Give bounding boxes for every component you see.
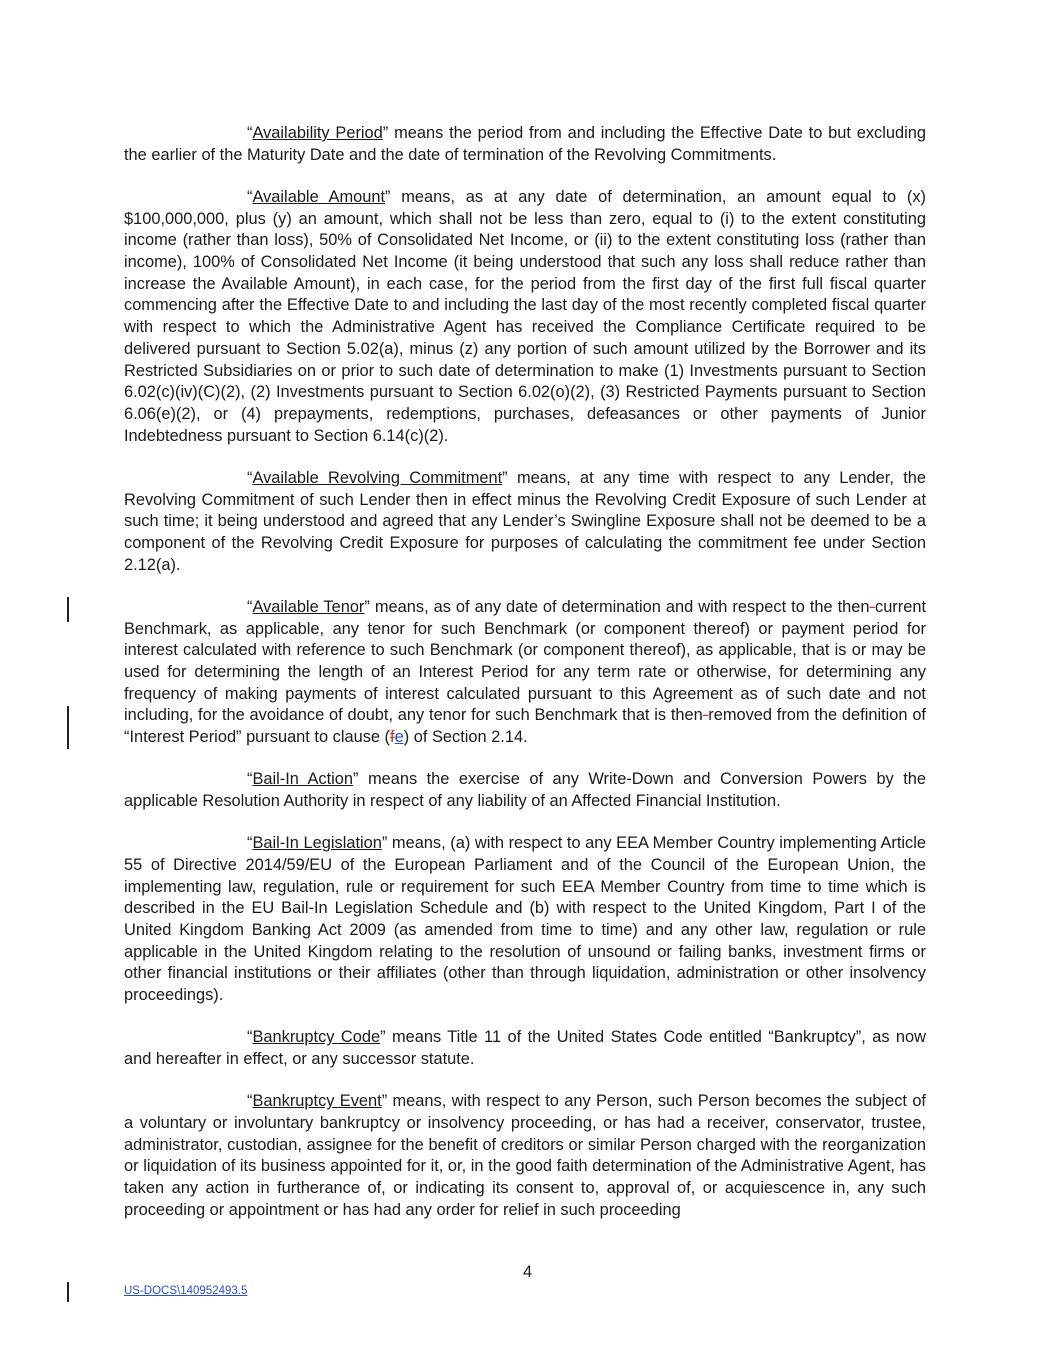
tracked-deletion: - <box>702 706 709 725</box>
tracked-insertion: e <box>394 728 404 747</box>
tracked-deletion: - <box>869 597 875 616</box>
tracked-deletion: f <box>390 728 395 747</box>
definition-paragraph: “Bankruptcy Code” means Title 11 of the United States Code entitled “Bankruptcy”, as now and hereafter in effect, or any successor statute. <box>124 1028 926 1069</box>
definition-paragraph: “Bail-In Action” means the exercise of any Write-Down and Conversion Powers by the applicable Resolution Authority in respect of any liability of an Affected Financial Institution. <box>124 770 926 810</box>
definition-paragraph: “Available Amount” means, as at any date of determination, an amount equal to (x) $100,000,000, plus (y) an amount, which shall not be less than zero, equal to (i) to the extent constituting income (rather than loss), 50% of Consolidated Net Income, or (ii) to the extent constituting loss (rather than income), 100% of Consolidated Net Income (it being understood that such any loss shall reduce rather than increase the Available Amount), in each case, for the period from the first day of the first full fiscal quarter commencing after the Effective Date to and including the last day of the most recently completed fiscal quarter with respect to which the Administrative Agent has received the Compliance Certificate required to be delivered pursuant to Section 5.02(a), minus (z) any portion of such amount utilized by the Borrower and its Restricted Subsidiaries on or prior to such date of determination to make (1) Investments pursuant to Section 6.02(c)(iv)(C)(2), (2) Investments pursuant to Section 6.02(o)(2), (3) Restricted Payments pursuant to Section 6.06(e)(2), or (4) prepayments, redemptions, purchases, defeasances or other payments of Junior Indebtedness pursuant to Section 6.14(c)(2). <box>124 187 926 445</box>
definition-text: means the period from and including the Effective Date to but excluding the earlier of the Maturity Date and the date of termination of the Revolving Commitments. <box>124 124 926 164</box>
definition-text: removed from the definition of “Interest Period” pursuant to clause ( <box>124 706 926 747</box>
defined-term: Available Revolving Commitment <box>252 468 503 487</box>
definition-text: current Benchmark, as applicable, any tenor for such Benchmark (or component thereof) or payment period for interest calculated with reference to such Benchmark (or component thereof), as applicable, that is or may be used for determining the length of an Interest Period for any term rate or otherwise, for determining any frequency of making payments of interest calculated pursuant to this Agreement as of such date and not including, for the avoidance of doubt, any tenor for such Benchmark that is then <box>124 597 927 725</box>
defined-term: Bail-In Legislation <box>252 834 382 853</box>
change-bar <box>67 597 69 622</box>
definition-text: means, as of any date of determination and with respect to the then <box>369 597 870 616</box>
definition-text: means Title 11 of the United States Code entitled “Bankruptcy”, as now and hereafter in effect, or any successor statute. <box>124 1028 926 1069</box>
defined-term: Available Tenor <box>252 597 365 616</box>
definitions-section <box>124 123 926 1242</box>
definition-text: means, at any time with respect to any Lender, the Revolving Commitment of such Lender then in effect minus the Revolving Credit Exposure of such Lender at such time; it being understood and agreed that any Lender’s Swingline Exposure shall not be deemed to be a component of the Revolving Credit Exposure for purposes of calculating the commitment fee under Section 2.12(a). <box>124 468 926 574</box>
change-bar <box>67 1282 69 1302</box>
definition-text: means the exercise of any Write-Down and Conversion Powers by the applicable Resolution Authority in respect of any liability of an Affected Financial Institution. <box>124 770 926 810</box>
defined-term: Bankruptcy Code <box>252 1028 381 1047</box>
definition-paragraph: “Available Revolving Commitment” means, at any time with respect to any Lender, the Revolving Commitment of such Lender then in effect minus the Revolving Credit Exposure of such Lender at such time; it being understood and agreed that any Lender’s Swingline Exposure shall not be deemed to be a component of the Revolving Credit Exposure for purposes of calculating the commitment fee under Section 2.12(a). <box>124 468 926 574</box>
definition-paragraph: “Available Tenor” means, as of any date of determination and with respect to the then-current Benchmark, as applicable, any tenor for such Benchmark (or component thereof) or payment period for interest calculated with reference to such Benchmark (or component thereof), as applicable, that is or may be used for determining the length of an Interest Period for any term rate or otherwise, for determining any frequency of making payments of interest calculated pursuant to this Agreement as of such date and not including, for the avoidance of doubt, any tenor for such Benchmark that is then-removed from the definition of “Interest Period” pursuant to clause (fe) of Section 2.14. <box>124 597 927 747</box>
definition-text: means, with respect to any Person, such Person becomes the subject of a voluntary or involuntary bankruptcy or insolvency proceeding, or has had a receiver, conservator, trustee, administrator, custodian, assignee for the benefit of creditors or similar Person charged with the reorganization or liquidation of its business appointed for it, or, in the good faith determination of the Administrative Agent, has taken any action in furtherance of, or indicating its consent to, approval of, or acquiescence in, any such proceeding or appointment or has had any order for relief in such proceeding <box>124 1092 926 1219</box>
definition-text: ) of Section 2.14. <box>403 728 528 747</box>
page-number: 4 <box>522 1263 533 1281</box>
definition-text: means, (a) with respect to any EEA Member Country implementing Article 55 of Directive 2014/59/EU of the European Parliament and of the Council of the European Union, the implementing law, regulation, rule or requirement for such EEA Member Country from time to time which is described in the EU Bail-In Legislation Schedule and (b) with respect to the United Kingdom, Part I of the United Kingdom Banking Act 2009 (as amended from time to time) and any other law, regulation or rule applicable in the United Kingdom relating to the resolution of unsound or failing banks, investment firms or other financial institutions or their affiliates (other than through liquidation, administration or other insolvency proceedings). <box>124 834 926 1005</box>
definition-paragraph: “Bankruptcy Event” means, with respect to any Person, such Person becomes the subject of a voluntary or involuntary bankruptcy or insolvency proceeding, or has had a receiver, conservator, trustee, administrator, custodian, assignee for the benefit of creditors or similar Person charged with the reorganization or liquidation of its business appointed for it, or, in the good faith determination of the Administrative Agent, has taken any action in furtherance of, or indicating its consent to, approval of, or acquiescence in, any such proceeding or appointment or has had any order for relief in such proceeding <box>124 1092 926 1219</box>
definition-text: means, as at any date of determination, an amount equal to (x) $100,000,000, plus (y) an amount, which shall not be less than zero, equal to (i) to the extent constituting income (rather than loss), 50% of Consolidated Net Income, or (ii) to the extent constituting loss (rather than income), 100% of Consolidated Net Income (it being understood that such any loss shall reduce rather than increase the Available Amount), in each case, for the period from the first day of the first full fiscal quarter commencing after the Effective Date to and including the last day of the most recently completed fiscal quarter with respect to which the Administrative Agent has received the Compliance Certificate required to be delivered pursuant to Section 5.02(a), minus (z) any portion of such amount utilized by the Borrower and its Restricted Subsidiaries on or prior to such date of determination to make (1) Investments pursuant to Section 6.02(c)(iv)(C)(2), (2) Investments pursuant to Section 6.02(o)(2), (3) Restricted Payments pursuant to Section 6.06(e)(2), or (4) prepayments, redemptions, purchases, defeasances or other payments of Junior Indebtedness pursuant to Section 6.14(c)(2). <box>124 187 926 445</box>
defined-term: Bankruptcy Event <box>252 1092 382 1111</box>
definition-paragraph: “Bail-In Legislation” means, (a) with respect to any EEA Member Country implementing Article 55 of Directive 2014/59/EU of the European Parliament and of the Council of the European Union, the implementing law, regulation, rule or requirement for such EEA Member Country from time to time which is described in the EU Bail-In Legislation Schedule and (b) with respect to the United Kingdom, Part I of the United Kingdom Banking Act 2009 (as amended from time to time) and any other law, regulation or rule applicable in the United Kingdom relating to the resolution of unsound or failing banks, investment firms or other financial institutions or their affiliates (other than through liquidation, administration or other insolvency proceedings). <box>124 834 926 1005</box>
definition-paragraph: “Availability Period” means the period from and including the Effective Date to but excluding the earlier of the Maturity Date and the date of termination of the Revolving Commitments. <box>124 124 926 164</box>
defined-term: Available Amount <box>252 187 386 206</box>
change-bar <box>67 706 69 749</box>
defined-term: Bail-In Action <box>252 770 354 789</box>
defined-term: Availability Period <box>252 124 383 142</box>
document-id-link[interactable]: US-DOCS\140952493.5 <box>124 1285 248 1297</box>
